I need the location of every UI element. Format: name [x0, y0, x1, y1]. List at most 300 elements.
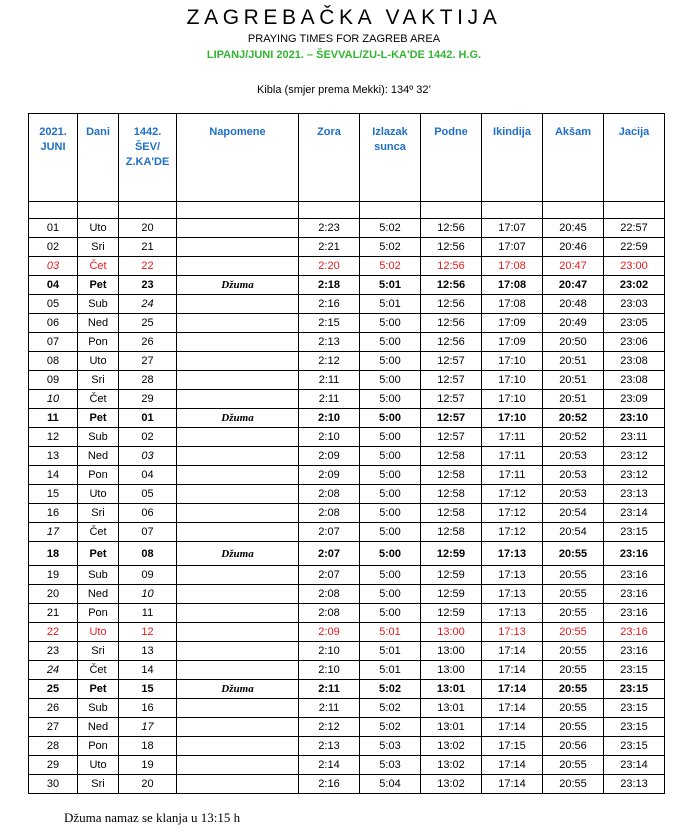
- cell-hijri: 09: [119, 566, 177, 585]
- cell-ikindija: 17:14: [482, 642, 543, 661]
- table-row: [29, 371, 665, 390]
- table-header-row: [29, 114, 665, 202]
- cell-zora: 2:09: [299, 447, 360, 466]
- cell-izlazak: 5:00: [360, 604, 421, 623]
- cell-note: [177, 504, 299, 523]
- cell-date: 07: [29, 333, 78, 352]
- cell-zora: 2:13: [299, 737, 360, 756]
- cell-aksam: 20:52: [543, 409, 604, 428]
- column-header-ikindija: Ikindija: [482, 114, 543, 202]
- cell-hijri: 13: [119, 642, 177, 661]
- cell-aksam: 20:55: [543, 775, 604, 794]
- cell-podne: 12:59: [421, 604, 482, 623]
- cell-note: Džuma: [177, 276, 299, 295]
- table-row: [29, 604, 665, 623]
- cell-date: 13: [29, 447, 78, 466]
- cell-podne: 13:02: [421, 737, 482, 756]
- cell-date: 12: [29, 428, 78, 447]
- cell-hijri: 27: [119, 352, 177, 371]
- cell-ikindija: 17:14: [482, 756, 543, 775]
- cell-hijri: 03: [119, 447, 177, 466]
- cell-podne: 13:01: [421, 699, 482, 718]
- cell-day: Sri: [78, 642, 119, 661]
- cell-izlazak: 5:00: [360, 314, 421, 333]
- cell-hijri: 04: [119, 466, 177, 485]
- cell-podne: 12:58: [421, 447, 482, 466]
- cell-aksam: 20:48: [543, 295, 604, 314]
- cell-aksam: 20:54: [543, 504, 604, 523]
- column-header-izlazak: Izlazak sunca: [360, 114, 421, 202]
- cell-hijri: 18: [119, 737, 177, 756]
- cell-jacija: 23:06: [604, 333, 665, 352]
- cell-podne: 13:02: [421, 775, 482, 794]
- cell-ikindija: 17:14: [482, 699, 543, 718]
- table-row: [29, 504, 665, 523]
- cell-date: 28: [29, 737, 78, 756]
- cell-date: 05: [29, 295, 78, 314]
- cell-hijri: 22: [119, 257, 177, 276]
- cell-aksam: 20:55: [543, 542, 604, 566]
- cell-podne: 12:56: [421, 295, 482, 314]
- cell-hijri: 26: [119, 333, 177, 352]
- cell-aksam: 20:51: [543, 352, 604, 371]
- cell-aksam: 20:54: [543, 523, 604, 542]
- cell-day: Sub: [78, 566, 119, 585]
- cell-zora: 2:13: [299, 333, 360, 352]
- table-row: [29, 756, 665, 775]
- cell-ikindija: 17:12: [482, 504, 543, 523]
- cell-jacija: 23:13: [604, 775, 665, 794]
- cell-hijri: 20: [119, 219, 177, 238]
- cell-zora: 2:09: [299, 623, 360, 642]
- cell-ikindija: 17:11: [482, 428, 543, 447]
- column-header-jacija: Jacija: [604, 114, 665, 202]
- cell-jacija: 23:12: [604, 466, 665, 485]
- cell-aksam: 20:55: [543, 623, 604, 642]
- cell-note: [177, 623, 299, 642]
- table-row: [29, 295, 665, 314]
- cell-day: Čet: [78, 257, 119, 276]
- cell-ikindija: 17:14: [482, 775, 543, 794]
- cell-note: [177, 238, 299, 257]
- cell-zora: 2:08: [299, 504, 360, 523]
- cell-date: 11: [29, 409, 78, 428]
- cell-day: Uto: [78, 485, 119, 504]
- kibla-label: Kibla (smjer prema Mekki): 134º 32’: [257, 84, 431, 96]
- cell-podne: 12:58: [421, 485, 482, 504]
- cell-date: 04: [29, 276, 78, 295]
- cell-izlazak: 5:04: [360, 775, 421, 794]
- cell-zora: 2:23: [299, 219, 360, 238]
- cell-ikindija: 17:07: [482, 238, 543, 257]
- cell-podne: 13:02: [421, 756, 482, 775]
- cell-note: [177, 314, 299, 333]
- cell-ikindija: 17:15: [482, 737, 543, 756]
- cell-ikindija: 17:10: [482, 409, 543, 428]
- cell-date: 21: [29, 604, 78, 623]
- cell-aksam: 20:55: [543, 661, 604, 680]
- table-row: [29, 238, 665, 257]
- cell-note: [177, 775, 299, 794]
- cell-podne: 12:57: [421, 409, 482, 428]
- cell-zora: 2:11: [299, 390, 360, 409]
- cell-izlazak: 5:01: [360, 661, 421, 680]
- cell-date: 27: [29, 718, 78, 737]
- cell-zora: 2:10: [299, 642, 360, 661]
- cell-izlazak: 5:00: [360, 504, 421, 523]
- cell-zora: 2:11: [299, 371, 360, 390]
- cell-zora: 2:16: [299, 295, 360, 314]
- cell-jacija: 23:15: [604, 680, 665, 699]
- cell-day: Pet: [78, 409, 119, 428]
- cell-hijri: 12: [119, 623, 177, 642]
- cell-hijri: 19: [119, 756, 177, 775]
- cell-aksam: 20:46: [543, 238, 604, 257]
- cell-podne: 12:58: [421, 523, 482, 542]
- cell-date: 06: [29, 314, 78, 333]
- cell-day: Sub: [78, 699, 119, 718]
- column-header-notes: Napomene: [177, 114, 299, 202]
- cell-podne: 12:57: [421, 371, 482, 390]
- cell-izlazak: 5:01: [360, 623, 421, 642]
- cell-podne: 13:01: [421, 680, 482, 699]
- cell-note: [177, 428, 299, 447]
- cell-zora: 2:14: [299, 756, 360, 775]
- cell-aksam: 20:47: [543, 257, 604, 276]
- column-header-podne: Podne: [421, 114, 482, 202]
- table-row: [29, 257, 665, 276]
- cell-zora: 2:11: [299, 699, 360, 718]
- prayer-times-table-wrapper: [28, 113, 664, 794]
- cell-date: 20: [29, 585, 78, 604]
- cell-aksam: 20:55: [543, 699, 604, 718]
- cell-date: 18: [29, 542, 78, 566]
- table-row: [29, 523, 665, 542]
- cell-ikindija: 17:09: [482, 333, 543, 352]
- table-row: [29, 680, 665, 699]
- cell-ikindija: 17:08: [482, 276, 543, 295]
- cell-izlazak: 5:03: [360, 756, 421, 775]
- table-row: [29, 542, 665, 566]
- cell-jacija: 23:14: [604, 504, 665, 523]
- cell-ikindija: 17:13: [482, 542, 543, 566]
- table-row: [29, 314, 665, 333]
- cell-zora: 2:20: [299, 257, 360, 276]
- cell-izlazak: 5:02: [360, 718, 421, 737]
- cell-podne: 12:59: [421, 566, 482, 585]
- cell-note: [177, 371, 299, 390]
- cell-hijri: 16: [119, 699, 177, 718]
- cell-day: Uto: [78, 623, 119, 642]
- cell-zora: 2:09: [299, 466, 360, 485]
- cell-podne: 12:56: [421, 257, 482, 276]
- cell-date: 15: [29, 485, 78, 504]
- cell-note: [177, 718, 299, 737]
- cell-day: Uto: [78, 219, 119, 238]
- cell-day: Ned: [78, 447, 119, 466]
- cell-aksam: 20:55: [543, 566, 604, 585]
- cell-day: Čet: [78, 523, 119, 542]
- cell-hijri: 02: [119, 428, 177, 447]
- cell-hijri: 10: [119, 585, 177, 604]
- cell-izlazak: 5:02: [360, 680, 421, 699]
- cell-note: [177, 661, 299, 680]
- cell-jacija: 23:03: [604, 295, 665, 314]
- cell-izlazak: 5:01: [360, 642, 421, 661]
- cell-podne: 12:59: [421, 542, 482, 566]
- cell-zora: 2:12: [299, 352, 360, 371]
- cell-day: Pet: [78, 276, 119, 295]
- cell-jacija: 23:16: [604, 623, 665, 642]
- table-row: [29, 352, 665, 371]
- cell-ikindija: 17:09: [482, 314, 543, 333]
- cell-jacija: 23:12: [604, 447, 665, 466]
- cell-aksam: 20:53: [543, 466, 604, 485]
- cell-izlazak: 5:01: [360, 276, 421, 295]
- cell-date: 29: [29, 756, 78, 775]
- table-row: [29, 447, 665, 466]
- cell-hijri: 24: [119, 295, 177, 314]
- table-row: [29, 566, 665, 585]
- cell-jacija: 23:16: [604, 604, 665, 623]
- page-subtitle: PRAYING TIMES FOR ZAGREB AREA: [247, 33, 441, 45]
- cell-izlazak: 5:00: [360, 542, 421, 566]
- cell-zora: 2:07: [299, 566, 360, 585]
- cell-day: Sub: [78, 428, 119, 447]
- cell-podne: 12:57: [421, 428, 482, 447]
- cell-jacija: 23:15: [604, 661, 665, 680]
- column-header-aksam: Akšam: [543, 114, 604, 202]
- cell-zora: 2:21: [299, 238, 360, 257]
- cell-note: [177, 447, 299, 466]
- cell-day: Sri: [78, 371, 119, 390]
- cell-jacija: 23:15: [604, 718, 665, 737]
- cell-ikindija: 17:13: [482, 566, 543, 585]
- cell-podne: 13:00: [421, 642, 482, 661]
- cell-izlazak: 5:00: [360, 485, 421, 504]
- table-row: [29, 661, 665, 680]
- cell-jacija: 23:14: [604, 756, 665, 775]
- column-header-date: 2021. JUNI: [29, 114, 78, 202]
- cell-hijri: 25: [119, 314, 177, 333]
- cell-date: 23: [29, 642, 78, 661]
- cell-hijri: 08: [119, 542, 177, 566]
- table-body: [29, 202, 665, 794]
- cell-ikindija: 17:10: [482, 390, 543, 409]
- cell-izlazak: 5:02: [360, 238, 421, 257]
- cell-podne: 12:57: [421, 352, 482, 371]
- cell-izlazak: 5:00: [360, 371, 421, 390]
- cell-date: 24: [29, 661, 78, 680]
- cell-day: Sub: [78, 295, 119, 314]
- cell-podne: 12:57: [421, 390, 482, 409]
- cell-date: 16: [29, 504, 78, 523]
- cell-day: Pon: [78, 333, 119, 352]
- cell-izlazak: 5:03: [360, 737, 421, 756]
- table-row: [29, 485, 665, 504]
- cell-jacija: 23:15: [604, 699, 665, 718]
- cell-aksam: 20:45: [543, 219, 604, 238]
- cell-ikindija: 17:12: [482, 485, 543, 504]
- footer-note: Džuma namaz se klanja u 13:15 h: [64, 810, 241, 825]
- cell-jacija: 23:16: [604, 585, 665, 604]
- cell-hijri: 21: [119, 238, 177, 257]
- cell-izlazak: 5:00: [360, 333, 421, 352]
- cell-jacija: 23:13: [604, 485, 665, 504]
- cell-date: 02: [29, 238, 78, 257]
- table-row: [29, 466, 665, 485]
- cell-date: 17: [29, 523, 78, 542]
- cell-ikindija: 17:14: [482, 718, 543, 737]
- cell-note: Džuma: [177, 680, 299, 699]
- cell-hijri: 29: [119, 390, 177, 409]
- cell-day: Pon: [78, 737, 119, 756]
- cell-ikindija: 17:08: [482, 257, 543, 276]
- table-row: [29, 409, 665, 428]
- cell-aksam: 20:50: [543, 333, 604, 352]
- cell-day: Pon: [78, 604, 119, 623]
- cell-jacija: 23:15: [604, 737, 665, 756]
- cell-hijri: 07: [119, 523, 177, 542]
- cell-zora: 2:10: [299, 409, 360, 428]
- cell-day: Sri: [78, 775, 119, 794]
- cell-hijri: 01: [119, 409, 177, 428]
- cell-day: Pet: [78, 542, 119, 566]
- cell-podne: 12:58: [421, 466, 482, 485]
- cell-izlazak: 5:00: [360, 466, 421, 485]
- cell-zora: 2:10: [299, 428, 360, 447]
- cell-note: [177, 466, 299, 485]
- cell-aksam: 20:55: [543, 642, 604, 661]
- cell-zora: 2:10: [299, 661, 360, 680]
- cell-hijri: 11: [119, 604, 177, 623]
- cell-podne: 12:59: [421, 585, 482, 604]
- cell-date: 26: [29, 699, 78, 718]
- cell-note: [177, 585, 299, 604]
- cell-note: [177, 566, 299, 585]
- cell-hijri: 28: [119, 371, 177, 390]
- cell-ikindija: 17:12: [482, 523, 543, 542]
- cell-izlazak: 5:02: [360, 257, 421, 276]
- table-row: [29, 585, 665, 604]
- cell-zora: 2:08: [299, 585, 360, 604]
- cell-aksam: 20:53: [543, 485, 604, 504]
- cell-day: Pon: [78, 466, 119, 485]
- cell-note: [177, 352, 299, 371]
- cell-note: [177, 523, 299, 542]
- cell-hijri: 14: [119, 661, 177, 680]
- cell-day: Sri: [78, 504, 119, 523]
- cell-jacija: 23:08: [604, 371, 665, 390]
- cell-izlazak: 5:02: [360, 219, 421, 238]
- cell-zora: 2:07: [299, 523, 360, 542]
- cell-hijri: 15: [119, 680, 177, 699]
- table-row: [29, 623, 665, 642]
- table-row: [29, 333, 665, 352]
- cell-jacija: 23:16: [604, 542, 665, 566]
- cell-jacija: 23:16: [604, 642, 665, 661]
- column-header-zora: Zora: [299, 114, 360, 202]
- cell-day: Uto: [78, 352, 119, 371]
- cell-note: [177, 295, 299, 314]
- cell-aksam: 20:47: [543, 276, 604, 295]
- cell-aksam: 20:51: [543, 390, 604, 409]
- cell-hijri: 17: [119, 718, 177, 737]
- cell-jacija: 22:57: [604, 219, 665, 238]
- cell-date: 03: [29, 257, 78, 276]
- cell-izlazak: 5:00: [360, 585, 421, 604]
- cell-zora: 2:15: [299, 314, 360, 333]
- table-row: [29, 737, 665, 756]
- cell-podne: 12:58: [421, 504, 482, 523]
- cell-note: [177, 642, 299, 661]
- cell-date: 10: [29, 390, 78, 409]
- cell-jacija: 23:16: [604, 566, 665, 585]
- table-row: [29, 428, 665, 447]
- cell-aksam: 20:52: [543, 428, 604, 447]
- cell-podne: 12:56: [421, 333, 482, 352]
- cell-zora: 2:12: [299, 718, 360, 737]
- cell-zora: 2:08: [299, 485, 360, 504]
- cell-ikindija: 17:08: [482, 295, 543, 314]
- period-label: LIPANJ/JUNI 2021. – ŠEVVAL/ZU-L-KA'DE 1442. H.G.: [206, 49, 482, 61]
- table-row: [29, 276, 665, 295]
- cell-day: Sri: [78, 238, 119, 257]
- table-row: [29, 642, 665, 661]
- cell-izlazak: 5:00: [360, 566, 421, 585]
- cell-jacija: 23:09: [604, 390, 665, 409]
- cell-note: [177, 219, 299, 238]
- cell-izlazak: 5:02: [360, 699, 421, 718]
- cell-hijri: 20: [119, 775, 177, 794]
- cell-date: 14: [29, 466, 78, 485]
- cell-date: 22: [29, 623, 78, 642]
- cell-ikindija: 17:10: [482, 371, 543, 390]
- cell-day: Čet: [78, 390, 119, 409]
- cell-ikindija: 17:13: [482, 623, 543, 642]
- cell-note: Džuma: [177, 409, 299, 428]
- cell-zora: 2:07: [299, 542, 360, 566]
- cell-podne: 12:56: [421, 314, 482, 333]
- table-row: [29, 219, 665, 238]
- cell-date: 09: [29, 371, 78, 390]
- cell-jacija: 22:59: [604, 238, 665, 257]
- page-title: ZAGREBAČKA VAKTIJA: [186, 6, 502, 29]
- cell-aksam: 20:55: [543, 756, 604, 775]
- cell-podne: 13:01: [421, 718, 482, 737]
- cell-note: [177, 390, 299, 409]
- column-header-day: Dani: [78, 114, 119, 202]
- cell-note: [177, 699, 299, 718]
- cell-aksam: 20:53: [543, 447, 604, 466]
- cell-podne: 13:00: [421, 661, 482, 680]
- cell-note: Džuma: [177, 542, 299, 566]
- cell-hijri: 23: [119, 276, 177, 295]
- cell-aksam: 20:55: [543, 604, 604, 623]
- cell-date: 01: [29, 219, 78, 238]
- cell-izlazak: 5:00: [360, 352, 421, 371]
- cell-day: Ned: [78, 585, 119, 604]
- cell-izlazak: 5:00: [360, 428, 421, 447]
- cell-zora: 2:08: [299, 604, 360, 623]
- cell-note: [177, 485, 299, 504]
- cell-jacija: 23:05: [604, 314, 665, 333]
- cell-note: [177, 333, 299, 352]
- cell-jacija: 23:15: [604, 523, 665, 542]
- cell-izlazak: 5:00: [360, 409, 421, 428]
- cell-ikindija: 17:13: [482, 585, 543, 604]
- cell-aksam: 20:49: [543, 314, 604, 333]
